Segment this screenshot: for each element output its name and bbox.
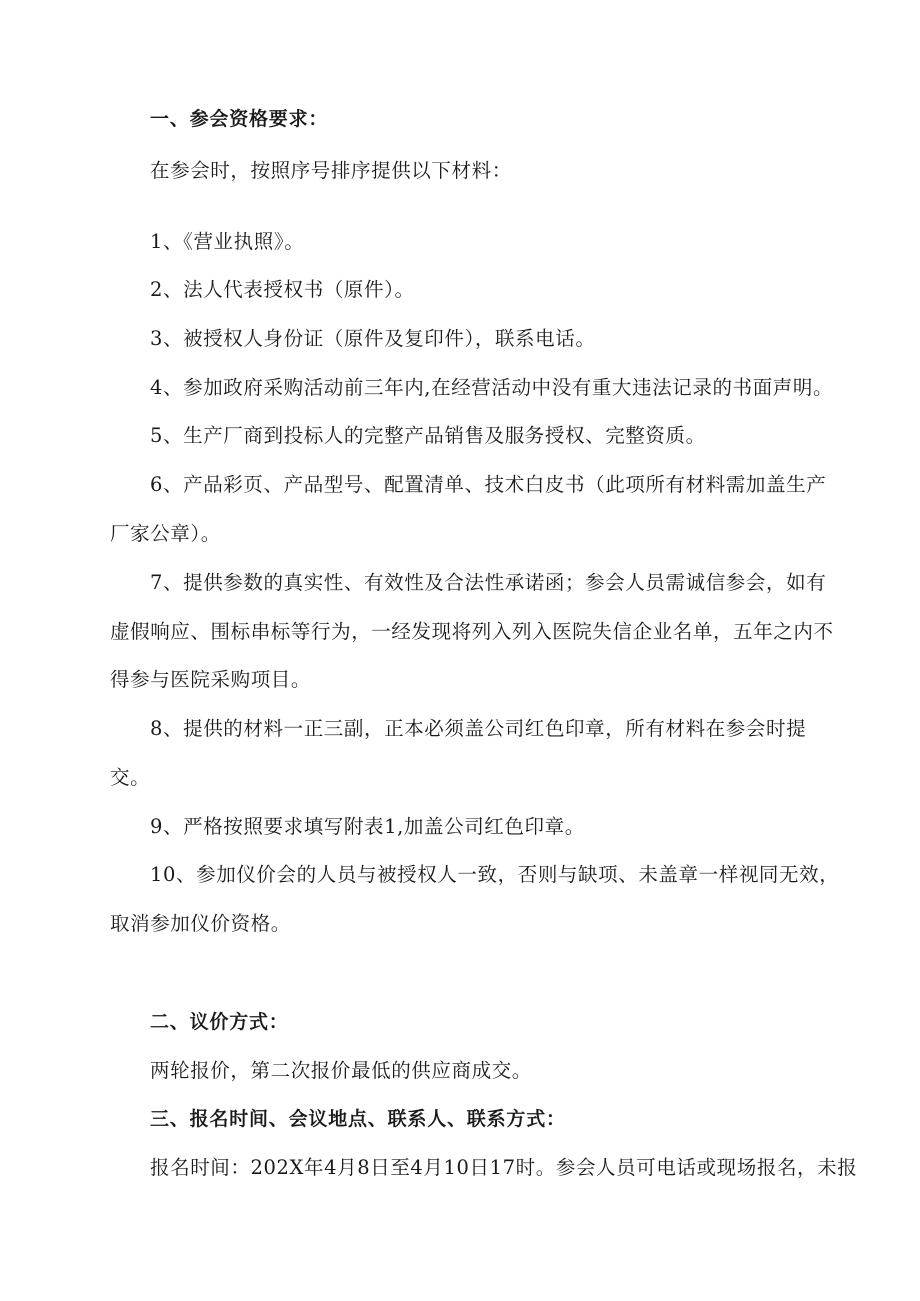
item-10-line-2: 取消参加仪价资格。	[110, 912, 291, 935]
item-3: 3、被授权人身份证（原件及复印件），联系电话。	[150, 327, 596, 350]
item-6-line-2: 厂家公章）。	[110, 522, 221, 545]
item-6-line-1: 6、产品彩页、产品型号、配置清单、技术白皮书（此项所有材料需加盖生产	[150, 473, 827, 496]
section3-body: 报名时间：202X年4月8日至4月10日17时。参会人员可电话或现场报名，未报	[150, 1156, 858, 1179]
item-10-line-1: 10、参加仪价会的人员与被授权人一致，否则与缺项、未盖章一样视同无效，	[150, 863, 840, 886]
section2-body: 两轮报价，第二次报价最低的供应商成交。	[150, 1059, 532, 1082]
item-5: 5、生产厂商到投标人的完整产品销售及服务授权、完整资质。	[150, 424, 706, 447]
item-2: 2、法人代表授权书（原件）。	[150, 278, 415, 301]
item-8-line-1: 8、提供的材料一正三副，正本必须盖公司红色印章，所有材料在参会时提	[150, 717, 807, 740]
section1-intro: 在参会时，按照序号排序提供以下材料：	[150, 159, 512, 182]
item-1: 1、《营业执照》。	[150, 230, 305, 253]
item-4: 4、参加政府采购活动前三年内,在经营活动中没有重大违法记录的书面声明。	[150, 376, 834, 399]
item-9: 9、严格按照要求填写附表1,加盖公司红色印章。	[150, 815, 585, 838]
section2-heading: 二、议价方式：	[150, 1011, 289, 1033]
section3-heading: 三、报名时间、会议地点、联系人、联系方式：	[150, 1108, 566, 1130]
item-7-line-2: 虚假响应、围标串标等行为，一经发现将列入列入医院失信企业名单，五年之内不	[110, 620, 834, 643]
section1-heading: 一、参会资格要求：	[150, 108, 329, 130]
item-7-line-3: 得参与医院采购项目。	[110, 668, 312, 691]
item-7-line-1: 7、提供参数的真实性、有效性及合法性承诺函；参会人员需诚信参会，如有	[150, 571, 827, 594]
item-8-line-2: 交。	[110, 766, 151, 789]
